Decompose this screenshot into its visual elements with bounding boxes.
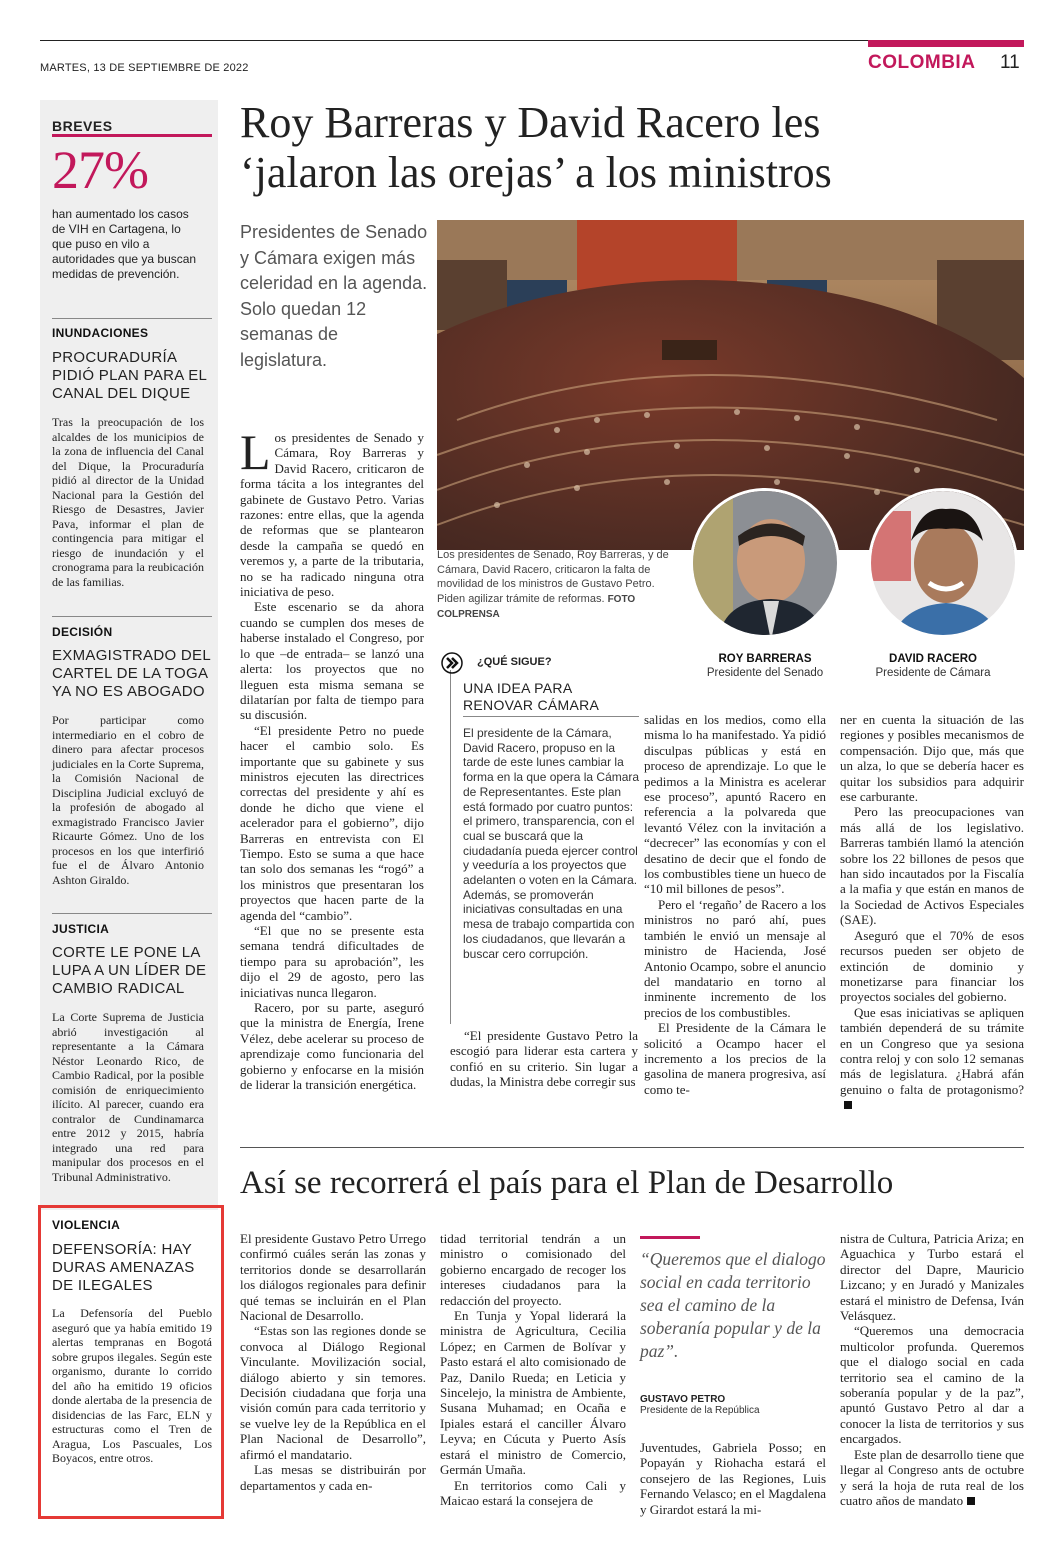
- paragraph: Aseguró que el 70% de esos recursos pueden ser objeto de extinción de dominio y monetizarse para financiar los proyectos sociales del gobierno.: [840, 927, 1024, 1005]
- brief-headline: PROCURADURÍA PIDIÓ PLAN PARA EL CANAL DEL DIQUE: [52, 349, 207, 402]
- paragraph: tidad territorial tendrán a un ministro o comisionado del gobierno encargado de recoger los intereses ciudadanos para la redacción del proyecto.: [440, 1231, 626, 1308]
- brief-headline: EXMAGISTRADO DEL CARTEL DE LA TOGA YA NO ES ABOGADO: [52, 647, 211, 700]
- box-rule: [463, 716, 639, 717]
- section-color-bar: [868, 40, 1024, 47]
- sidebar-divider: [52, 318, 212, 319]
- article-column: [440, 1231, 626, 1508]
- paragraph: Juventudes, Gabriela Posso; en Popayán y Riohacha estará el consejero de las Regiones, Luis Fernando Velasco; en el Magdalena y Girardot estará la mi-: [640, 1440, 826, 1517]
- paragraph: os presidentes de Senado y Cámara, Roy Barreras y David Racero, criticaron de forma tácita a los integrantes del gabinete de Gustavo Petro. Varias razones: entre ellas, que la agenda de reformas que se plantearon desde la campaña se quedó en veremos y, a parte de la tributaria, no se ha radicado ninguna otra iniciativa de peso.: [240, 430, 424, 600]
- article-column: [240, 1231, 426, 1493]
- photo-credit: FOTO COLPRENSA: [437, 593, 636, 620]
- breves-stat-text: han aumentado los casos de VIH en Cartagena, lo que puso en vilo a autoridades que ya buscan medidas de prevención.: [52, 207, 197, 281]
- end-mark: [844, 1101, 852, 1109]
- paragraph: En Tunja y Yopal liderará la ministra de Agricultura, Cecilia López; en Carmen de Bolívar y Pasto estará el alto comisionado de Paz, Danilo Rueda; en Leticia y Sincelejo, la ministra de Ambiente, Susana Muhamad; en Ocaña e Ipiales estará el canciller Álvaro Leyva; en Cúcuta y Puerto Asís estará el ministro de Comercio, Germán Umaña.: [440, 1308, 626, 1478]
- article-column: [450, 1028, 638, 1090]
- paragraph: nistra de Cultura, Patricia Ariza; en Aguachica y Turbo estará el director del Dapre, Mauricio Lizcano; y en Juradó y Manizales estará el ministro de Defensa, Iván Velásquez.: [840, 1231, 1024, 1324]
- box-headline: UNA IDEA PARA RENOVAR CÁMARA: [463, 680, 600, 713]
- person-name: ROY BARRERAS: [718, 653, 812, 665]
- paragraph: Las mesas se distribuirán por departamentos y cada en-: [240, 1462, 426, 1493]
- headline-line: Roy Barreras y David Racero les: [240, 98, 821, 147]
- paragraph: ner en cuenta la situación de las regiones y posibles mecanismos de compensación. Dijo que, más que un alza, lo que se debería hacer es quitar los subsidios para adquirir ese carburante.: [840, 712, 1024, 805]
- brief-headline: DEFENSORÍA: HAY DURAS AMENAZAS DE ILEGALES: [52, 1241, 195, 1294]
- paragraph: Que esas iniciativas se apliquen también dependerá de su trámite en un Congreso que ya sesiona contra reloj y con solo 12 semanas más de legislatura. ¿Habrá afán genuino o falta de protagonismo?: [840, 1004, 1024, 1097]
- brief-body: Por participar como intermediario en el cobro de dinero para afectar procesos judiciales en la Corte Suprema, la Comisión Nacional de Disciplina Judicial excluyó de la profesión de abogado al exmagistrado Francisco Javier Ricaurte Gómez. Uno de los procesos en los que interfirió fue el de Álvaro Antonio Ashton Giraldo.: [52, 713, 204, 887]
- paragraph: Este escenario se da ahora cuando se cumplen dos meses de haberse instalado el Congreso, por lo que –de entrada– se lanzó una alerta: los proyectos que no lleguen esta misma semana se dilatarían por falta de tiempo para su discusión.: [240, 599, 424, 723]
- brief-body: Tras la preocupación de los alcaldes de los municipios de la zona de influencia del Canal del Dique, la Procuraduría pidió al director de la Unidad Nacional para la Gestión del Riesgo de Desastres, Javier Pava, informar el plan de contingencia para mitigar el riesgo de inundación y el cronograma para la reubicación de las familias.: [52, 415, 204, 589]
- section-divider: [240, 1147, 1024, 1148]
- article-column: [840, 712, 1024, 1113]
- end-mark: [967, 1497, 975, 1505]
- quote-rule: [640, 1236, 700, 1239]
- headline-line: ‘jalaron las orejas’ a los ministros: [240, 148, 832, 197]
- quote-author: GUSTAVO PETRO: [640, 1394, 726, 1405]
- box-kicker: ¿QUÉ SIGUE?: [477, 656, 552, 668]
- paragraph: “El presidente Gustavo Petro la escogió para liderar esta cartera y confió en su criterio. Sin lugar a dudas, la Ministra debe corregir sus: [450, 1028, 638, 1090]
- page-number: 11: [1000, 52, 1020, 73]
- drop-cap: L: [240, 424, 271, 480]
- pull-quote: “Queremos que el dialogo social en cada territorio sea el camino de la soberanía popular y de la paz”.: [640, 1249, 826, 1361]
- double-chevron-icon: [441, 652, 463, 674]
- paragraph: En territorios como Cali y Maicao estará la consejera de: [440, 1477, 626, 1508]
- paragraph: Pero las preocupaciones van más allá de los legislativo. Barreras también llamó la atención sobre los 22 billones de pesos que han sido incautados por la Fiscalía a la mafia y que están en manos de la Sociedad de Activos Especiales (SAE).: [840, 804, 1024, 928]
- photo-caption: [437, 548, 683, 623]
- brief-kicker: INUNDACIONES: [52, 326, 149, 340]
- paragraph: Racero, por su parte, aseguró que la ministra de Energía, Irene Vélez, debe acelerar su proceso de aprendizaje como funcionaria del gobierno y enfocarse en la misión de liderar la transición energética.: [240, 1000, 424, 1093]
- paragraph: “El presidente Petro no puede hacer el cambio solo. Es importante que su gabinete y sus ministros ejecuten las directrices correctas del presidente y ahí es donde he dicho que viene el acelerador para el gobierno”, dijo Barreras en entrevista con El Tiempo. Esto se suma a que hace tan solo dos semanas les “rogó” a los ministros que presentaran los proyectos que hacen parte de la agenda del “cambio”.: [240, 722, 424, 923]
- paragraph: El Presidente de la Cámara le solicitó a Ocampo hacer el incremento a los precios de la gasolina de manera progresiva, así como te-: [644, 1020, 826, 1097]
- article-column: [840, 1231, 1024, 1508]
- brief-body: La Corte Suprema de Justicia abrió investigación al representante a la Cámara Néstor Leonardo Rico, de Cambio Radical, por la posible comisión de enriquecimiento ilícito. Al parecer, cuando era contralor de Cundinamarca entre 2012 y 2015, habría integrado una red para manipular dos procesos en el Tribunal Administrativo.: [52, 1010, 204, 1184]
- brief-body: La Defensoría del Pueblo aseguró que ya había emitido 19 alertas tempranas en Bogotá sobre grupos ilegales. Según este organismo, durante lo corrido del año ha emitido 19 oficios donde alertaba de la presencia de disidencias de las Farc, ELN y estructuras como el Tren de Aragua, Los Pascuales, Los Boyacos, entre otros.: [52, 1306, 212, 1465]
- paragraph: “Estas son las regiones donde se convoca al Diálogo Regional Vinculante. Movilización social, diálogo abierto y sin temores. Decisión ciudadana que forja una visión común para cada territorio y se vuelve ley de la República en el Plan Nacional de Desarrollo”, afirmó el mandatario.: [240, 1323, 426, 1462]
- brief-kicker: DECISIÓN: [52, 625, 113, 639]
- brief-kicker: JUSTICIA: [52, 922, 110, 936]
- main-headline: [240, 98, 1030, 198]
- paragraph: salidas en los medios, como ella misma lo ha manifestado. Ya pidió disculpas públicas y está en proceso de aprendizaje. Lo que le pedimos a la Ministra es acelerar ese proceso”, apuntó Racero en referencia a la polvareda que levantó Vélez con la invitación a “decrecer” las economías y con el desatino de decir que el fondo de los combustibles tiene un hueco de “10 mil billones de pesos”.: [644, 712, 826, 897]
- portrait-david-racero: [868, 488, 1018, 638]
- article-column: [240, 424, 424, 1093]
- person-role: Presidente de Cámara: [875, 667, 991, 679]
- breves-stat: 27%: [52, 140, 148, 200]
- paragraph: Pero el ‘regaño’ de Racero a los ministros no paró ahí, pues también le envió un mensaje al ministro de Hacienda, José Antonio Ocampo, sobre el anuncio del mandatario en torno al inminente incremento de los precios de los combustibles.: [644, 896, 826, 1020]
- breves-rule: [52, 134, 212, 137]
- article-column: [644, 712, 826, 1097]
- portrait-roy-barreras: [690, 488, 840, 638]
- paragraph: Este plan de desarrollo tiene que llegar al Congreso ants de octubre y será la hoja de ruta real de los cuatro años de mandato: [840, 1446, 1024, 1508]
- breves-title: BREVES: [52, 118, 113, 134]
- person-role: Presidente del Senado: [706, 667, 824, 679]
- section-name: COLOMBIA: [868, 52, 976, 73]
- article-subhead: Presidentes de Senado y Cámara exigen más celeridad en la agenda. Solo quedan 12 semanas de legislatura.: [240, 222, 428, 370]
- brief-headline: CORTE LE PONE LA LUPA A UN LÍDER DE CAMBIO RADICAL: [52, 944, 207, 997]
- second-headline: Así se recorrerá el país para el Plan de Desarrollo: [240, 1165, 894, 1201]
- quote-role: Presidente de la República: [640, 1405, 760, 1416]
- paragraph: “Queremos una democracia multicolor profunda. Queremos que el dialogo social en cada territorio sea el camino de la soberanía popular y de la paz”, apuntó Gustavo Petro al dar a conocer la lista de territorios y sus encargados.: [840, 1323, 1024, 1447]
- brief-kicker: VIOLENCIA: [52, 1218, 121, 1232]
- box-text: El presidente de la Cámara, David Racero, propuso en la tarde de este lunes cambiar la forma en la que opera la Cámara de Representantes. Este plan está formado por cuatro puntos: el primero, transparencia, con el cual se buscará que la ciudadanía pueda ejercer control y veeduría a los proyectos que adelanten o voten en la Cámara. Además, se promoverán iniciativas consultadas en una mesa de trabajo compartida con los ciudadanos, que llevarán a buscar cero corrupción.: [463, 726, 640, 961]
- caption-text: Los presidentes de Senado, Roy Barreras, y de Cámara, David Racero, criticaron la falta de movilidad de los ministros de Gustavo Petro. Piden agilizar trámite de reformas.: [437, 549, 669, 605]
- issue-date: MARTES, 13 DE SEPTIEMBRE DE 2022: [40, 62, 249, 74]
- sidebar-divider: [52, 616, 212, 617]
- paragraph: “El que no se presente esta semana tendrá dificultades de tiempo para su aprobación”, les dijo el 29 de agosto, pero las iniciativas nunca llegaron.: [240, 923, 424, 1000]
- article-column: [640, 1440, 826, 1517]
- sidebar-divider: [52, 913, 212, 914]
- paragraph: El presidente Gustavo Petro Urrego confirmó cuáles serán las zonas y territorios donde se desarrollarán los diálogos regionales para definir qué temas se incluirán en el Plan Nacional de Desarrollo.: [240, 1231, 426, 1324]
- person-name: DAVID RACERO: [889, 653, 977, 665]
